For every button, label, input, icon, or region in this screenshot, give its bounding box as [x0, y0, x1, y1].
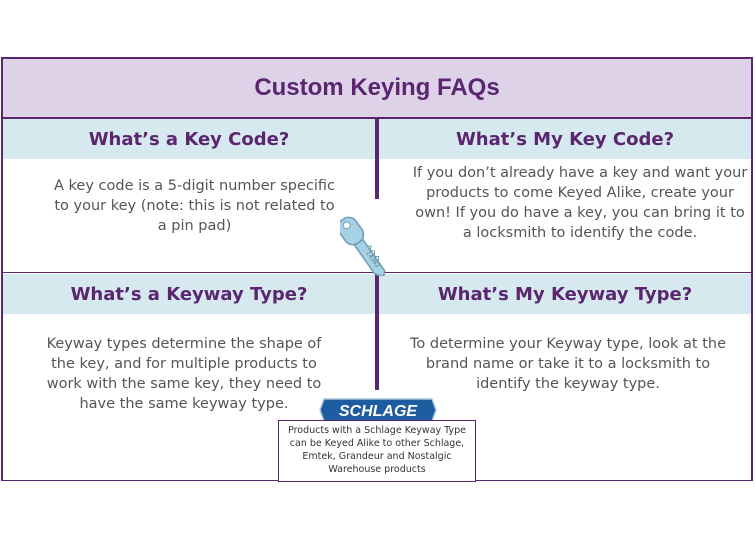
- key-icon: [340, 196, 410, 276]
- center-divider-top: [375, 119, 379, 199]
- heading-my-keyway-type: What’s My Keyway Type?: [379, 274, 751, 314]
- heading-keyway-type: What’s a Keyway Type?: [3, 274, 375, 314]
- title-bar: [1, 57, 753, 119]
- body-keyway-type: Keyway types determine the shape of the key, and for multiple products to work with the same key, they need to have the same keyway type.: [46, 336, 322, 412]
- heading-my-key-code: What’s My Key Code?: [379, 119, 751, 159]
- body-my-key-code: If you don’t already have a key and want your products to come Keyed Alike, create your own! If you do have a key, you can bring it to a locksmith to identify the code.: [412, 165, 748, 241]
- body-my-keyway-type: To determine your Keyway type, look at the brand name or take it to a locksmith to identify the keyway type.: [410, 336, 726, 392]
- schlage-note: Products with a Schlage Keyway Type can be Keyed Alike to other Schlage, Emtek, Grandeur and Nostalgic Warehouse products: [278, 420, 476, 482]
- center-divider-bottom: [375, 266, 379, 390]
- heading-key-code: What’s a Key Code?: [3, 119, 375, 159]
- body-key-code: A key code is a 5-digit number specific to your key (note: this is not related to a pin pad): [54, 178, 335, 234]
- logo-text: SCHLAGE: [338, 403, 418, 420]
- page-title: Custom Keying FAQs: [254, 74, 500, 101]
- key-engraving: 14362: [364, 249, 381, 270]
